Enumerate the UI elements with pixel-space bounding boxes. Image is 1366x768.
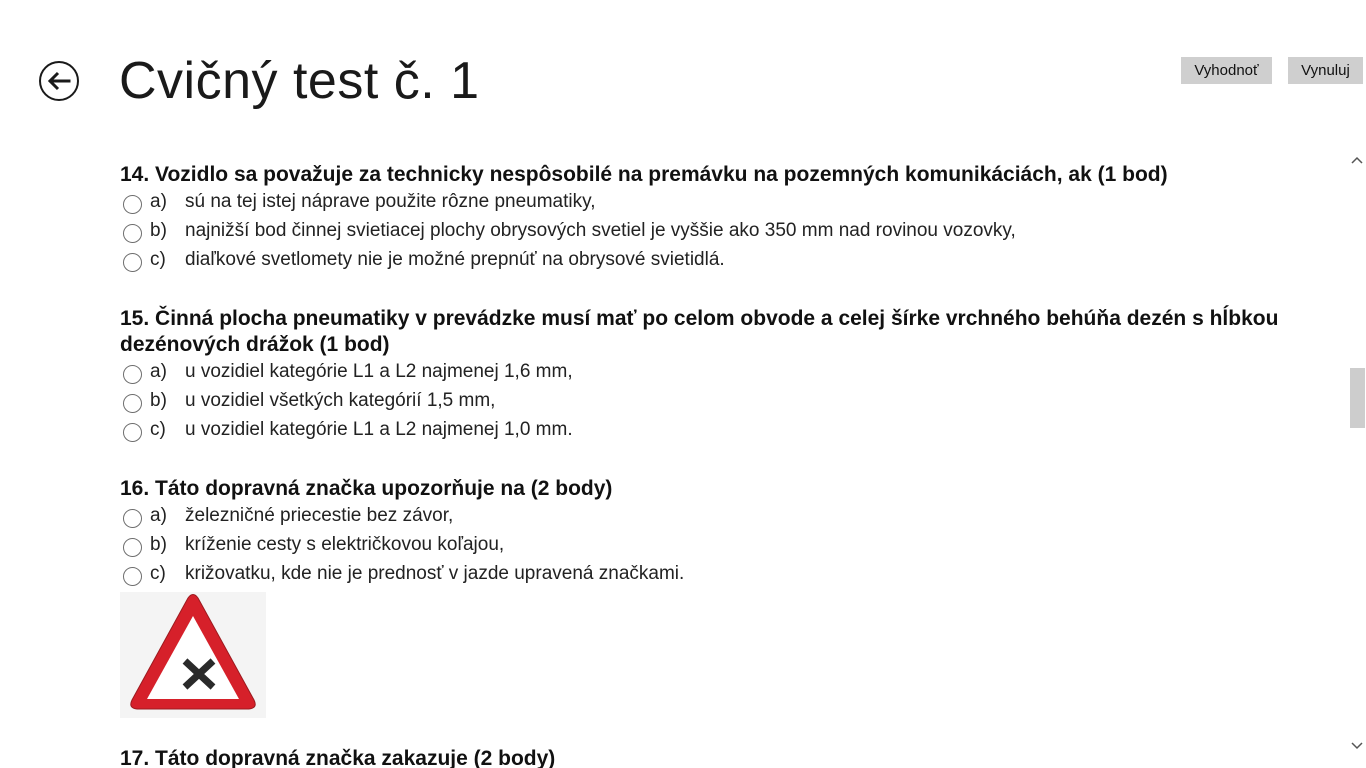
answer-letter: a)	[150, 505, 167, 526]
answer-letter: b)	[150, 534, 167, 555]
question-15	[120, 306, 1340, 445]
arrow-left-icon	[47, 70, 71, 92]
question-text: 14. Vozidlo sa považuje za technicky nespôsobilé na premávku na pozemných komunikáciách, ak (1 bod)	[120, 163, 1168, 186]
warning-sign-crossroads-icon	[120, 592, 266, 718]
answer-option[interactable]	[120, 416, 1340, 445]
traffic-sign-image	[120, 592, 266, 718]
answer-letter: c)	[150, 563, 166, 584]
answer-option[interactable]	[120, 188, 1340, 217]
answer-option[interactable]	[120, 358, 1340, 387]
radio-button[interactable]	[123, 224, 142, 243]
scroll-up-arrow-icon[interactable]	[1348, 150, 1366, 170]
evaluate-button[interactable]: Vyhodnoť	[1181, 57, 1272, 84]
question-text: 15. Činná plocha pneumatiky v prevádzke musí mať po celom obvode a celej šírke vrchného behúňa dezén s hĺbkou dezénových drážok (1 bod)	[120, 307, 1279, 356]
answer-text: u vozidiel kategórie L1 a L2 najmenej 1,6 mm,	[185, 361, 573, 382]
radio-button[interactable]	[123, 538, 142, 557]
answer-text: diaľkové svetlomety nie je možné prepnúť na obrysové svietidlá.	[185, 249, 725, 270]
reset-button[interactable]: Vynuluj	[1288, 57, 1363, 84]
answer-letter: c)	[150, 249, 166, 270]
question-text: 16. Táto dopravná značka upozorňuje na (2 body)	[120, 477, 613, 500]
answer-letter: a)	[150, 361, 167, 382]
answer-text: u vozidiel kategórie L1 a L2 najmenej 1,0 mm.	[185, 419, 573, 440]
answer-text: železničné priecestie bez závor,	[185, 505, 454, 526]
radio-button[interactable]	[123, 253, 142, 272]
question-17	[120, 746, 1340, 768]
answer-letter: b)	[150, 220, 167, 241]
page-title: Cvičný test č. 1	[119, 52, 480, 110]
question-text: 17. Táto dopravná značka zakazuje (2 body)	[120, 747, 556, 768]
radio-button[interactable]	[123, 195, 142, 214]
answer-option[interactable]	[120, 246, 1340, 275]
scroll-thumb[interactable]	[1350, 368, 1365, 428]
answer-text: najnižší bod činnej svietiacej plochy obrysových svetiel je vyššie ako 350 mm nad rovinou vozovky,	[185, 220, 1016, 241]
scroll-down-arrow-icon[interactable]	[1348, 736, 1366, 756]
answer-option[interactable]	[120, 560, 1340, 589]
answer-letter: b)	[150, 390, 167, 411]
answer-text: križovatku, kde nie je prednosť v jazde upravená značkami.	[185, 563, 685, 584]
radio-button[interactable]	[123, 394, 142, 413]
radio-button[interactable]	[123, 365, 142, 384]
answer-option[interactable]	[120, 502, 1340, 531]
answer-text: u vozidiel všetkých kategórií 1,5 mm,	[185, 390, 496, 411]
radio-button[interactable]	[123, 567, 142, 586]
vertical-scrollbar[interactable]	[1348, 142, 1366, 768]
answer-text: sú na tej istej náprave použite rôzne pneumatiky,	[185, 191, 596, 212]
answer-option[interactable]	[120, 217, 1340, 246]
back-arrow-circle-icon[interactable]	[39, 61, 79, 101]
answer-option[interactable]	[120, 387, 1340, 416]
answer-letter: c)	[150, 419, 166, 440]
question-16	[120, 476, 1340, 589]
question-14	[120, 162, 1340, 275]
test-content	[120, 150, 1340, 768]
answer-letter: a)	[150, 191, 167, 212]
radio-button[interactable]	[123, 423, 142, 442]
answer-text: kríženie cesty s električkovou koľajou,	[185, 534, 505, 555]
answer-option[interactable]	[120, 531, 1340, 560]
radio-button[interactable]	[123, 509, 142, 528]
